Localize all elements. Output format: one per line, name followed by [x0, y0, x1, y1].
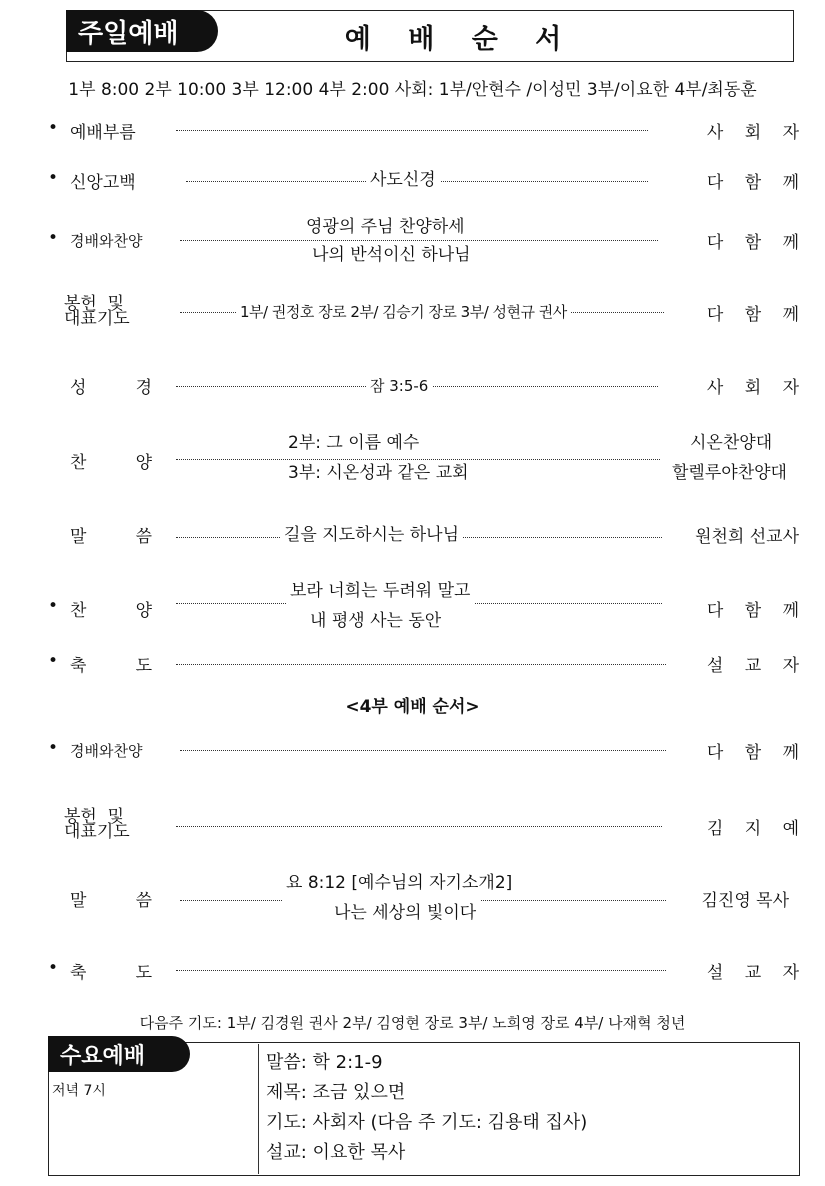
dotted-leader: [180, 750, 666, 751]
item-leader: 사 회 자: [706, 378, 807, 398]
item-content-line2: 나의 반석이신 하나님: [302, 242, 475, 268]
item-label-line1: 봉헌 및: [64, 294, 125, 314]
item-label-b: 씀: [135, 891, 152, 911]
item-label-b: 양: [135, 453, 152, 473]
item-leader: 설 교 자: [706, 963, 807, 983]
item-leader: 설 교 자: [706, 656, 807, 676]
bullet: •: [48, 596, 59, 616]
item-label: 경배와찬양: [70, 232, 143, 250]
wednesday-details: [266, 1048, 587, 1168]
item-label: [70, 522, 152, 547]
item-content-line1: 영광의 주님 찬양하세: [302, 214, 469, 240]
dotted-leader: [176, 664, 666, 665]
wednesday-time: 저녁 7시: [52, 1083, 106, 1099]
dotted-leader: [176, 130, 648, 131]
item-label: [64, 807, 130, 842]
bullet: •: [48, 958, 59, 978]
item-label-b: 경: [135, 378, 152, 398]
item-label: [64, 294, 130, 329]
item-content: 길을 지도하시는 하나님: [280, 522, 463, 548]
item-content-line2: 3부: 시온성과 같은 교회: [284, 460, 473, 486]
item-label-line2: 대표기도: [64, 822, 130, 842]
item-leader: 원천희 선교사: [695, 527, 799, 547]
bullet: •: [48, 118, 59, 138]
item-label: [70, 373, 152, 398]
divider: [258, 1044, 259, 1174]
item-label-line1: 봉헌 및: [64, 807, 125, 827]
wednesday-preacher: 설교: 이요한 목사: [266, 1142, 406, 1163]
page-title: 예 배 순 서: [344, 23, 576, 55]
item-label-a: 말: [70, 891, 87, 911]
item-label-b: 도: [135, 656, 152, 676]
fourth-service-heading: <4부 예배 순서>: [345, 697, 480, 717]
item-leader: 다 함 께: [706, 233, 807, 253]
item-leader: 김 지 예: [706, 819, 807, 839]
item-label-a: 찬: [70, 453, 87, 473]
item-label-a: 찬: [70, 601, 87, 621]
item-label-b: 씀: [135, 527, 152, 547]
item-content-line2: 나는 세상의 빛이다: [282, 900, 480, 926]
service-times: 1부 8:00 2부 10:00 3부 12:00 4부 2:00 사회: 1부/안현수 /이성민 3부/이요한 4부/최동훈: [68, 80, 757, 100]
bullet: •: [48, 738, 59, 758]
wednesday-prayer: 기도: 사회자 (다음 주 기도: 김용태 집사): [266, 1112, 588, 1133]
item-content: 사도신경: [366, 167, 440, 193]
item-label-a: 말: [70, 527, 87, 547]
item-label: [70, 448, 152, 473]
item-content-line1: 2부: 그 이름 예수: [284, 430, 423, 456]
item-label-b: 도: [135, 963, 152, 983]
item-label: [70, 958, 152, 983]
dotted-leader: [176, 826, 662, 827]
item-content-line2: 내 평생 사는 동안: [286, 608, 445, 634]
bullet: •: [48, 168, 59, 188]
item-leader: 다 함 께: [706, 173, 807, 193]
next-week-prayer: 다음주 기도: 1부/ 김경원 권사 2부/ 김영현 장로 3부/ 노희영 장로 4부/ 나재혁 청년: [139, 1014, 686, 1032]
choir-name-2: 할렐루야찬양대: [672, 463, 787, 483]
wednesday-service-badge: 수요예배: [48, 1036, 190, 1072]
wednesday-title: 제목: 조금 있으면: [266, 1082, 406, 1103]
item-content-line1: 보라 너희는 두려워 말고: [286, 578, 474, 604]
item-leader: 사 회 자: [706, 123, 807, 143]
wednesday-scripture: 말씀: 학 2:1-9: [266, 1052, 383, 1073]
item-content-line1: 요 8:12 [예수님의 자기소개2]: [282, 870, 516, 896]
item-label: 예배부름: [70, 123, 136, 143]
item-content: 잠 3:5-6: [366, 373, 432, 399]
choir-name-1: 시온찬양대: [690, 433, 773, 453]
dotted-leader: [176, 970, 666, 971]
item-label: 경배와찬양: [70, 742, 143, 760]
item-label-a: 축: [70, 656, 87, 676]
item-leader: 김진영 목사: [701, 891, 789, 911]
item-label: [70, 886, 152, 911]
dotted-leader: [180, 240, 658, 241]
item-label-line2: 대표기도: [64, 309, 130, 329]
item-label: 신앙고백: [70, 173, 136, 193]
sunday-service-badge: 주일예배: [66, 10, 218, 52]
item-label: [70, 596, 152, 621]
bullet: •: [48, 651, 59, 671]
item-label: [70, 651, 152, 676]
item-content: 1부/ 권정호 장로 2부/ 김승기 장로 3부/ 성현규 권사: [236, 299, 571, 325]
item-leader: 다 함 께: [706, 601, 807, 621]
item-label-b: 양: [135, 601, 152, 621]
bullet: •: [48, 228, 59, 248]
item-label-a: 성: [70, 378, 87, 398]
item-leader: 다 함 께: [706, 305, 807, 325]
item-label-a: 축: [70, 963, 87, 983]
item-leader: 다 함 께: [706, 743, 807, 763]
